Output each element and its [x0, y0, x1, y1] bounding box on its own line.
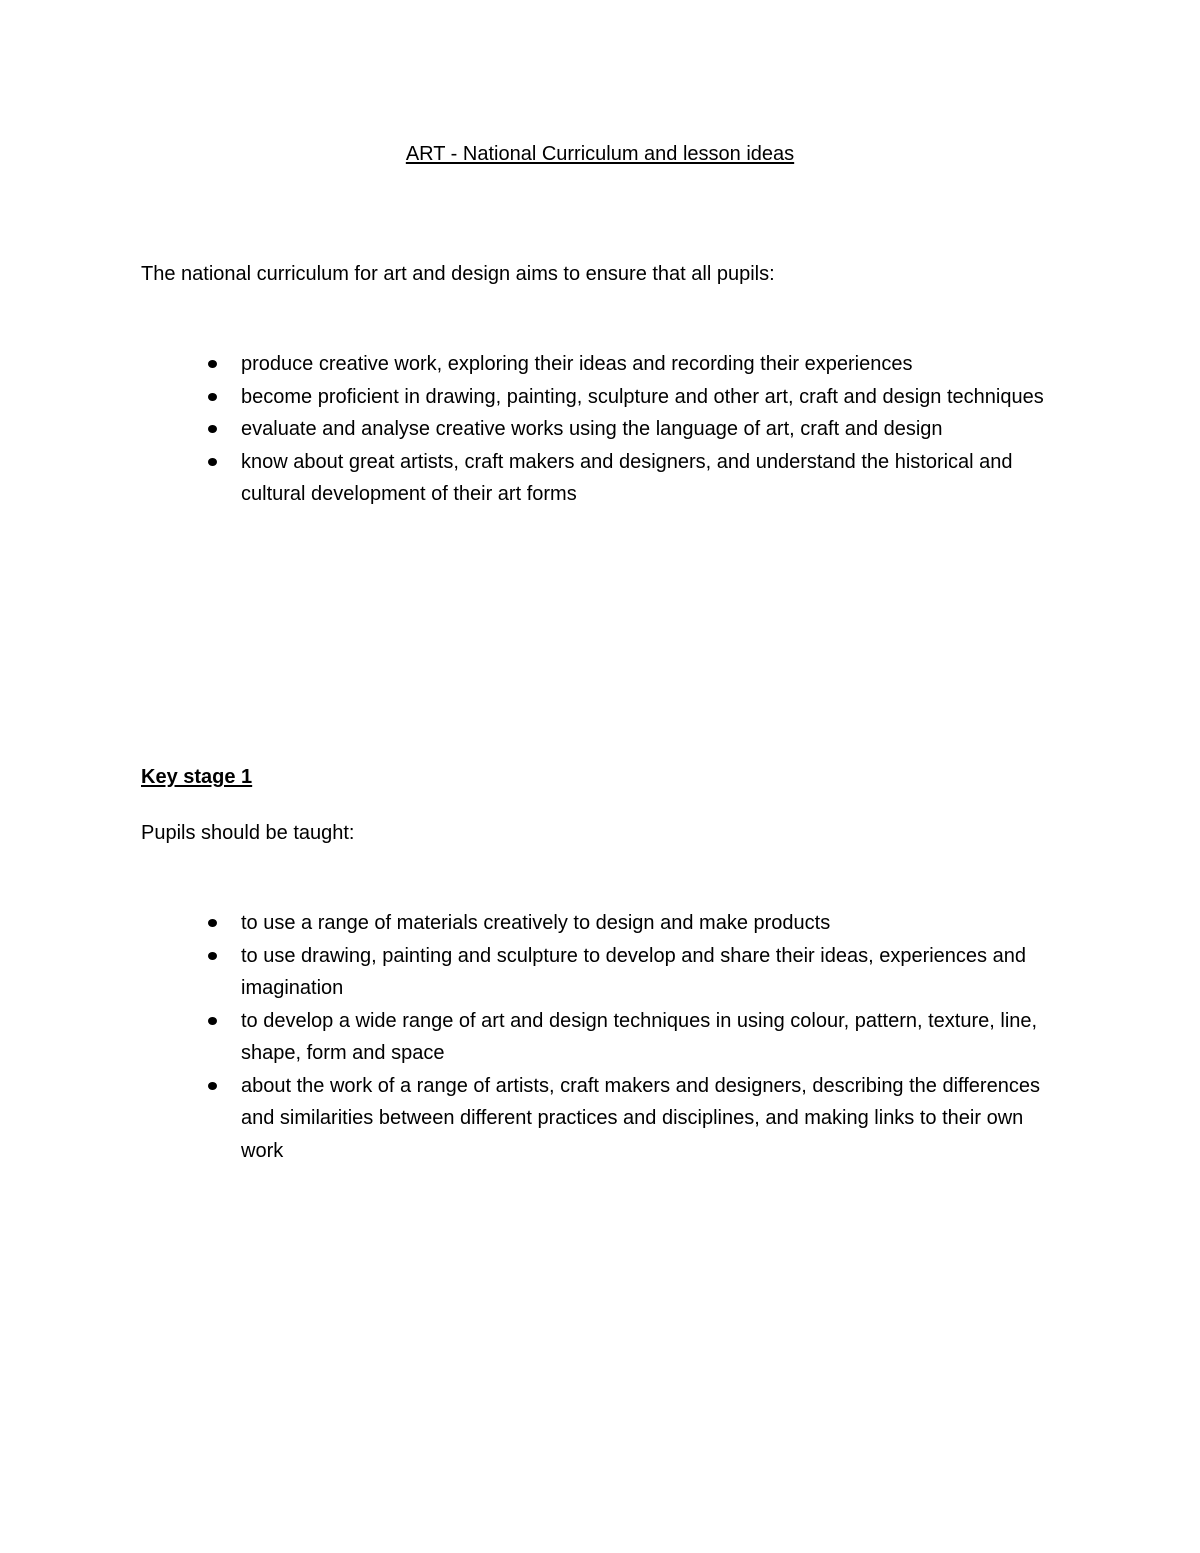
aims-list [241, 348, 1071, 511]
list-item: to develop a wide range of art and design techniques in using colour, pattern, texture, line, shape, form and space [241, 1005, 1071, 1070]
page-title [0, 142, 1200, 166]
key-stage-1-list [241, 907, 1071, 1167]
list-item: about the work of a range of artists, craft makers and designers, describing the differences and similarities between different practices and disciplines, and making links to their own work [241, 1070, 1071, 1168]
list-item: to use drawing, painting and sculpture to develop and share their ideas, experiences and imagination [241, 940, 1071, 1005]
list-item: know about great artists, craft makers and designers, and understand the historical and cultural development of their art forms [241, 446, 1071, 511]
list-item: to use a range of materials creatively to design and make products [241, 907, 1071, 940]
list-item: become proficient in drawing, painting, sculpture and other art, craft and design techniques [241, 381, 1071, 414]
key-stage-1-heading: Key stage 1 [141, 766, 253, 788]
aims-intro: The national curriculum for art and design aims to ensure that all pupils: [141, 263, 775, 285]
page-title-text: ART - National Curriculum and lesson ideas [405, 143, 795, 165]
list-item: evaluate and analyse creative works using the language of art, craft and design [241, 413, 1071, 446]
list-item: produce creative work, exploring their ideas and recording their experiences [241, 348, 1071, 381]
key-stage-1-intro: Pupils should be taught: [141, 822, 355, 844]
